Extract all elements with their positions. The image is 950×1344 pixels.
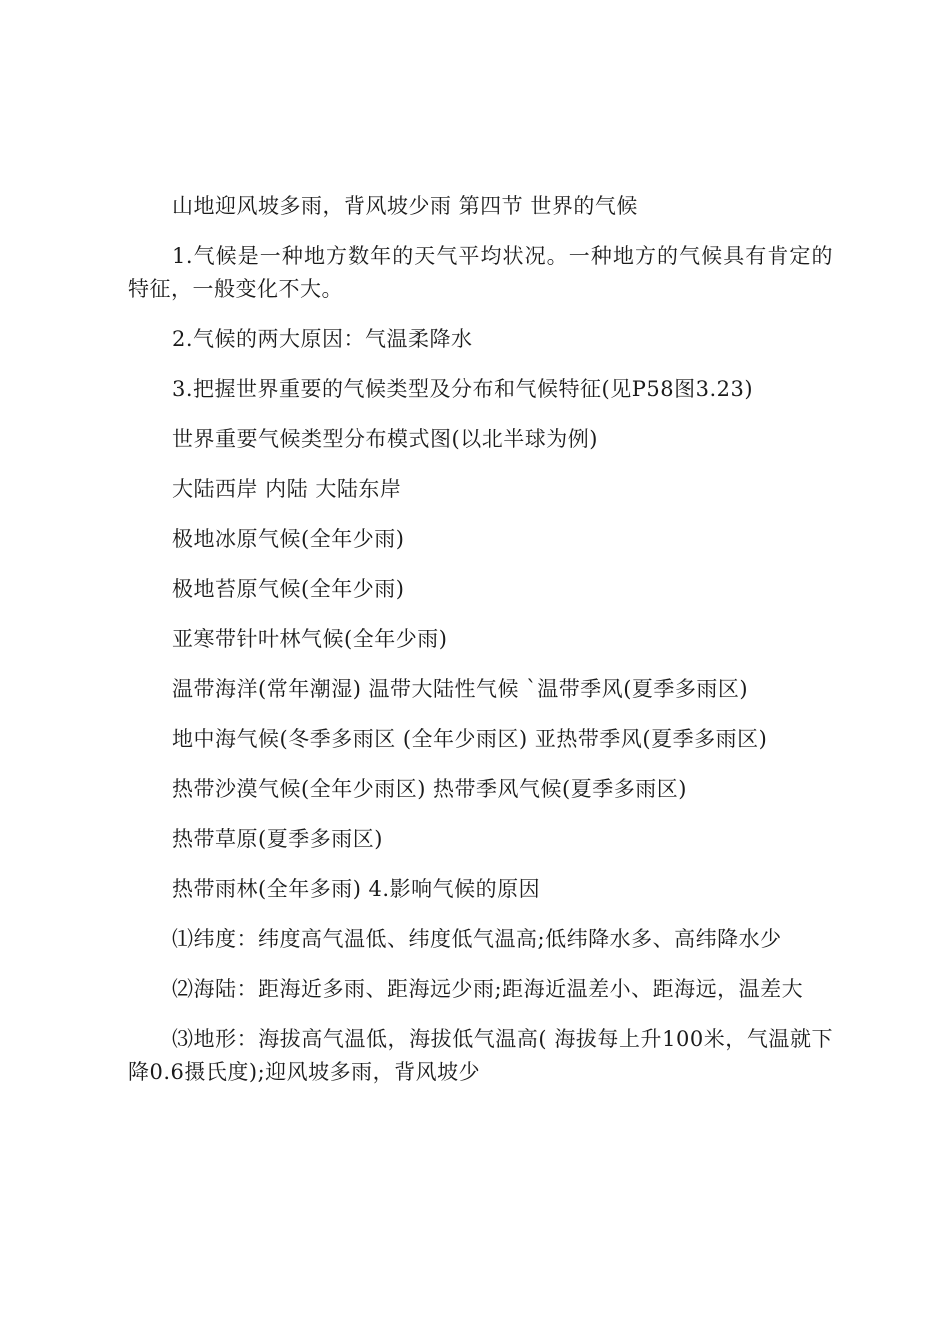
paragraph-13: 热带草原(夏季多雨区) — [172, 827, 383, 851]
paragraph-1: 山地迎风坡多雨，背风坡少雨 第四节 世界的气候 — [172, 194, 638, 218]
paragraph-9: 亚寒带针叶林气候(全年少雨) — [172, 627, 448, 651]
paragraph-16: ⑵海陆：距海近多雨、距海远少雨;距海近温差小、距海远，温差大 — [172, 977, 804, 1001]
paragraph-12: 热带沙漠气候(全年少雨区) 热带季风气候(夏季多雨区) — [172, 777, 687, 801]
paragraph-8: 极地苔原气候(全年少雨) — [172, 577, 405, 601]
paragraph-7: 极地冰原气候(全年少雨) — [172, 527, 405, 551]
paragraph-10: 温带海洋(常年潮湿) 温带大陆性气候 `温带季风(夏季多雨区) — [172, 677, 749, 701]
paragraph-14: 热带雨林(全年多雨) 4.影响气候的原因 — [172, 877, 541, 901]
paragraph-6: 大陆西岸 内陆 大陆东岸 — [172, 477, 402, 501]
document-body — [128, 190, 833, 1106]
paragraph-11: 地中海气候(冬季多雨区 (全年少雨区) 亚热带季风(夏季多雨区) — [172, 727, 768, 751]
paragraph-17: ⑶地形：海拔高气温低，海拔低气温高( 海拔每上升100米，气温就下降0.6摄氏度);迎风坡多雨，背风坡少 — [128, 1027, 833, 1084]
paragraph-3: 2.气候的两大原因：气温柔降水 — [172, 327, 473, 351]
paragraph-5: 世界重要气候类型分布模式图(以北半球为例) — [172, 427, 598, 451]
paragraph-2: 1.气候是一种地方数年的天气平均状况。一种地方的气候具有肯定的特征，一般变化不大。 — [128, 244, 833, 301]
paragraph-15: ⑴纬度：纬度高气温低、纬度低气温高;低纬降水多、高纬降水少 — [172, 927, 782, 951]
paragraph-4: 3.把握世界重要的气候类型及分布和气候特征(见P58图3.23) — [172, 377, 754, 401]
